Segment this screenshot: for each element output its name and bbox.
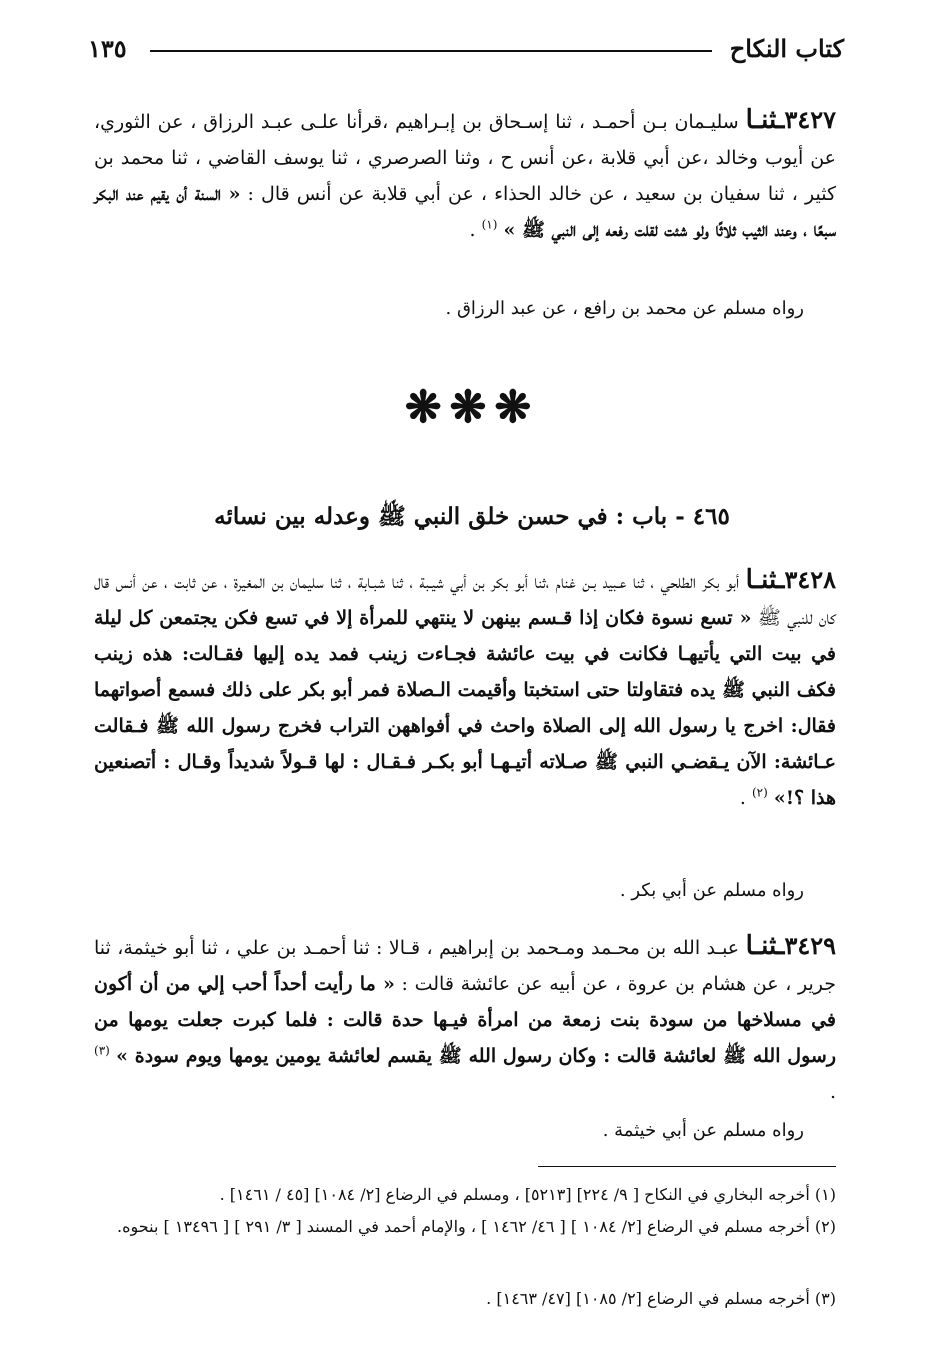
sentence-end: . (469, 219, 482, 241)
book-title: كتاب النكاح (729, 34, 844, 63)
sentence-end: . (739, 787, 752, 809)
footnote-rule (538, 1166, 836, 1167)
matn-text: « تسع نسوة فكان إذا قـسم بينهن لا ينتهي للمرأة إلا في تسع فكن يجتمعن كل ليلة في بيت التي يأتيهـا فكانت في بيت عائشة فجـاءت زينب فمد يده إليها فقـالت: هذه زينب فكف النبي ﷺ يده فتقاولتا حتى استخبتا وأقيمت الـصلاة فمر أبو بكر على ذلك فسمع أصواتهما فقال: اخرج يا رسول الله إلى الصلاة واحث في أفواههن التراب فخرج رسول الله ﷺ فـقالت عـائشة: الآن يـقضـي النبي ﷺ صـلاته أتيـهـا أبو بكـر فـقـال : لها قـولاً شديداً وقـال : أتصنعين هذا ؟!» (94, 607, 836, 809)
chapter-title: ٤٦٥ - باب : في حسن خلق النبي ﷺ وعدله بين نسائه (214, 503, 730, 530)
isnad-text: سليـمان بـن أحمـد ، ثنا إسـحاق بن إبـراهيم ،قرأنا علـى عبـد الرزاق ، عن الثوري، عن أيوب وخالد ،عن أبي قلابة ،عن أنس ح ، وثنا الصرصري ، ثنا يوسف القاضي ، ثنا محمد بن كثير ، ثنا سفيان بن سعيد ، عن خالد الحذاء ، عن أبي قلابة عن أنس قال : (94, 111, 836, 205)
footnote-1: (١) أخرجه البخاري في النكاح [ ٩/ ٢٢٤] [٥٢١٣] ، ومسلم في الرضاع [٢/ ١٠٨٤] [٤٥ / ١٤٦١] . (219, 1185, 836, 1204)
footnote-ref: (٣) (94, 1043, 110, 1058)
page-header (88, 34, 844, 70)
isnad-text: عبـد الله بن محـمد ومـحمد بن إبراهيم ، قـالا : ثنا أحمـد بن علي ، ثنا أبو خيثمة، ثنا جرير ، عن هشام بن عروة ، عن أبيه عن عائشة قالت : (94, 937, 837, 995)
footnote-2: (٢) أخرجه مسلم في الرضاع [٢/ ١٠٨٤ ] [ ٤٦/ ١٤٦٢ ] ، والإمام أحمد في المسند [ ٣/ ٢٩١ ] [ ١٣٤٩٦ ] بنحوه. (117, 1217, 836, 1236)
footnote-ref: (١) (481, 217, 498, 232)
section-separator: ❋❋❋ (404, 382, 540, 433)
isnad-text: أبو بكر الطلحي ، ثنا عـبيد بـن غنام ،ثنا أبو بكر بن أبي شيـبة ، ثنا شبـابة ، ثنا سليمان بن المغيرة ، عن ثابت ، عن أنس قال كان للنبي ﷺ (94, 571, 836, 629)
tna-abbreviation: ـثنـا (745, 931, 785, 961)
hadith-number: ٣٤٢٩ (784, 931, 836, 960)
header-rule (150, 50, 712, 52)
hadith-number: ٣٤٢٨ (784, 565, 836, 594)
matn-text: « السنة أن يقيم عند البكر سبعًا ، وعند الثيب ثلاثًا ولو شئت لقلت رفعه إلى النبي ﷺ » (94, 183, 836, 241)
hadith-3429 (94, 928, 836, 1110)
page-number: ١٣٥ (88, 34, 127, 63)
tna-abbreviation: ـثنـا (745, 105, 785, 135)
narration-3428: رواه مسلم عن أبي بكر . (619, 880, 804, 901)
narration-3427: رواه مسلم عن محمد بن رافع ، عن عبد الرزاق . (445, 298, 804, 319)
hadith-3427 (94, 102, 836, 248)
hadith-3428 (94, 562, 836, 816)
narration-3429: رواه مسلم عن أبي خيثمة . (602, 1120, 804, 1141)
hadith-number: ٣٤٢٧ (784, 105, 836, 134)
footnote-ref: (٢) (751, 785, 768, 800)
sentence-end: . (829, 1081, 836, 1103)
matn-text: « ما رأيت أحداً أحب إلي من أن أكون في مسلاخها من سودة بنت زمعة من امرأة فيـها حدة قالت : فلما كبرت جعلت يومها من رسول الله ﷺ لعائشة قالت : وكان رسول الله ﷺ يقسم لعائشة يومين يومها ويوم سودة » (94, 973, 836, 1067)
tna-abbreviation: ـثنـا (745, 565, 785, 595)
footnote-3: (٣) أخرجه مسلم في الرضاع [٢/ ١٠٨٥] [٤٧/ ١٤٦٣] . (486, 1289, 836, 1308)
